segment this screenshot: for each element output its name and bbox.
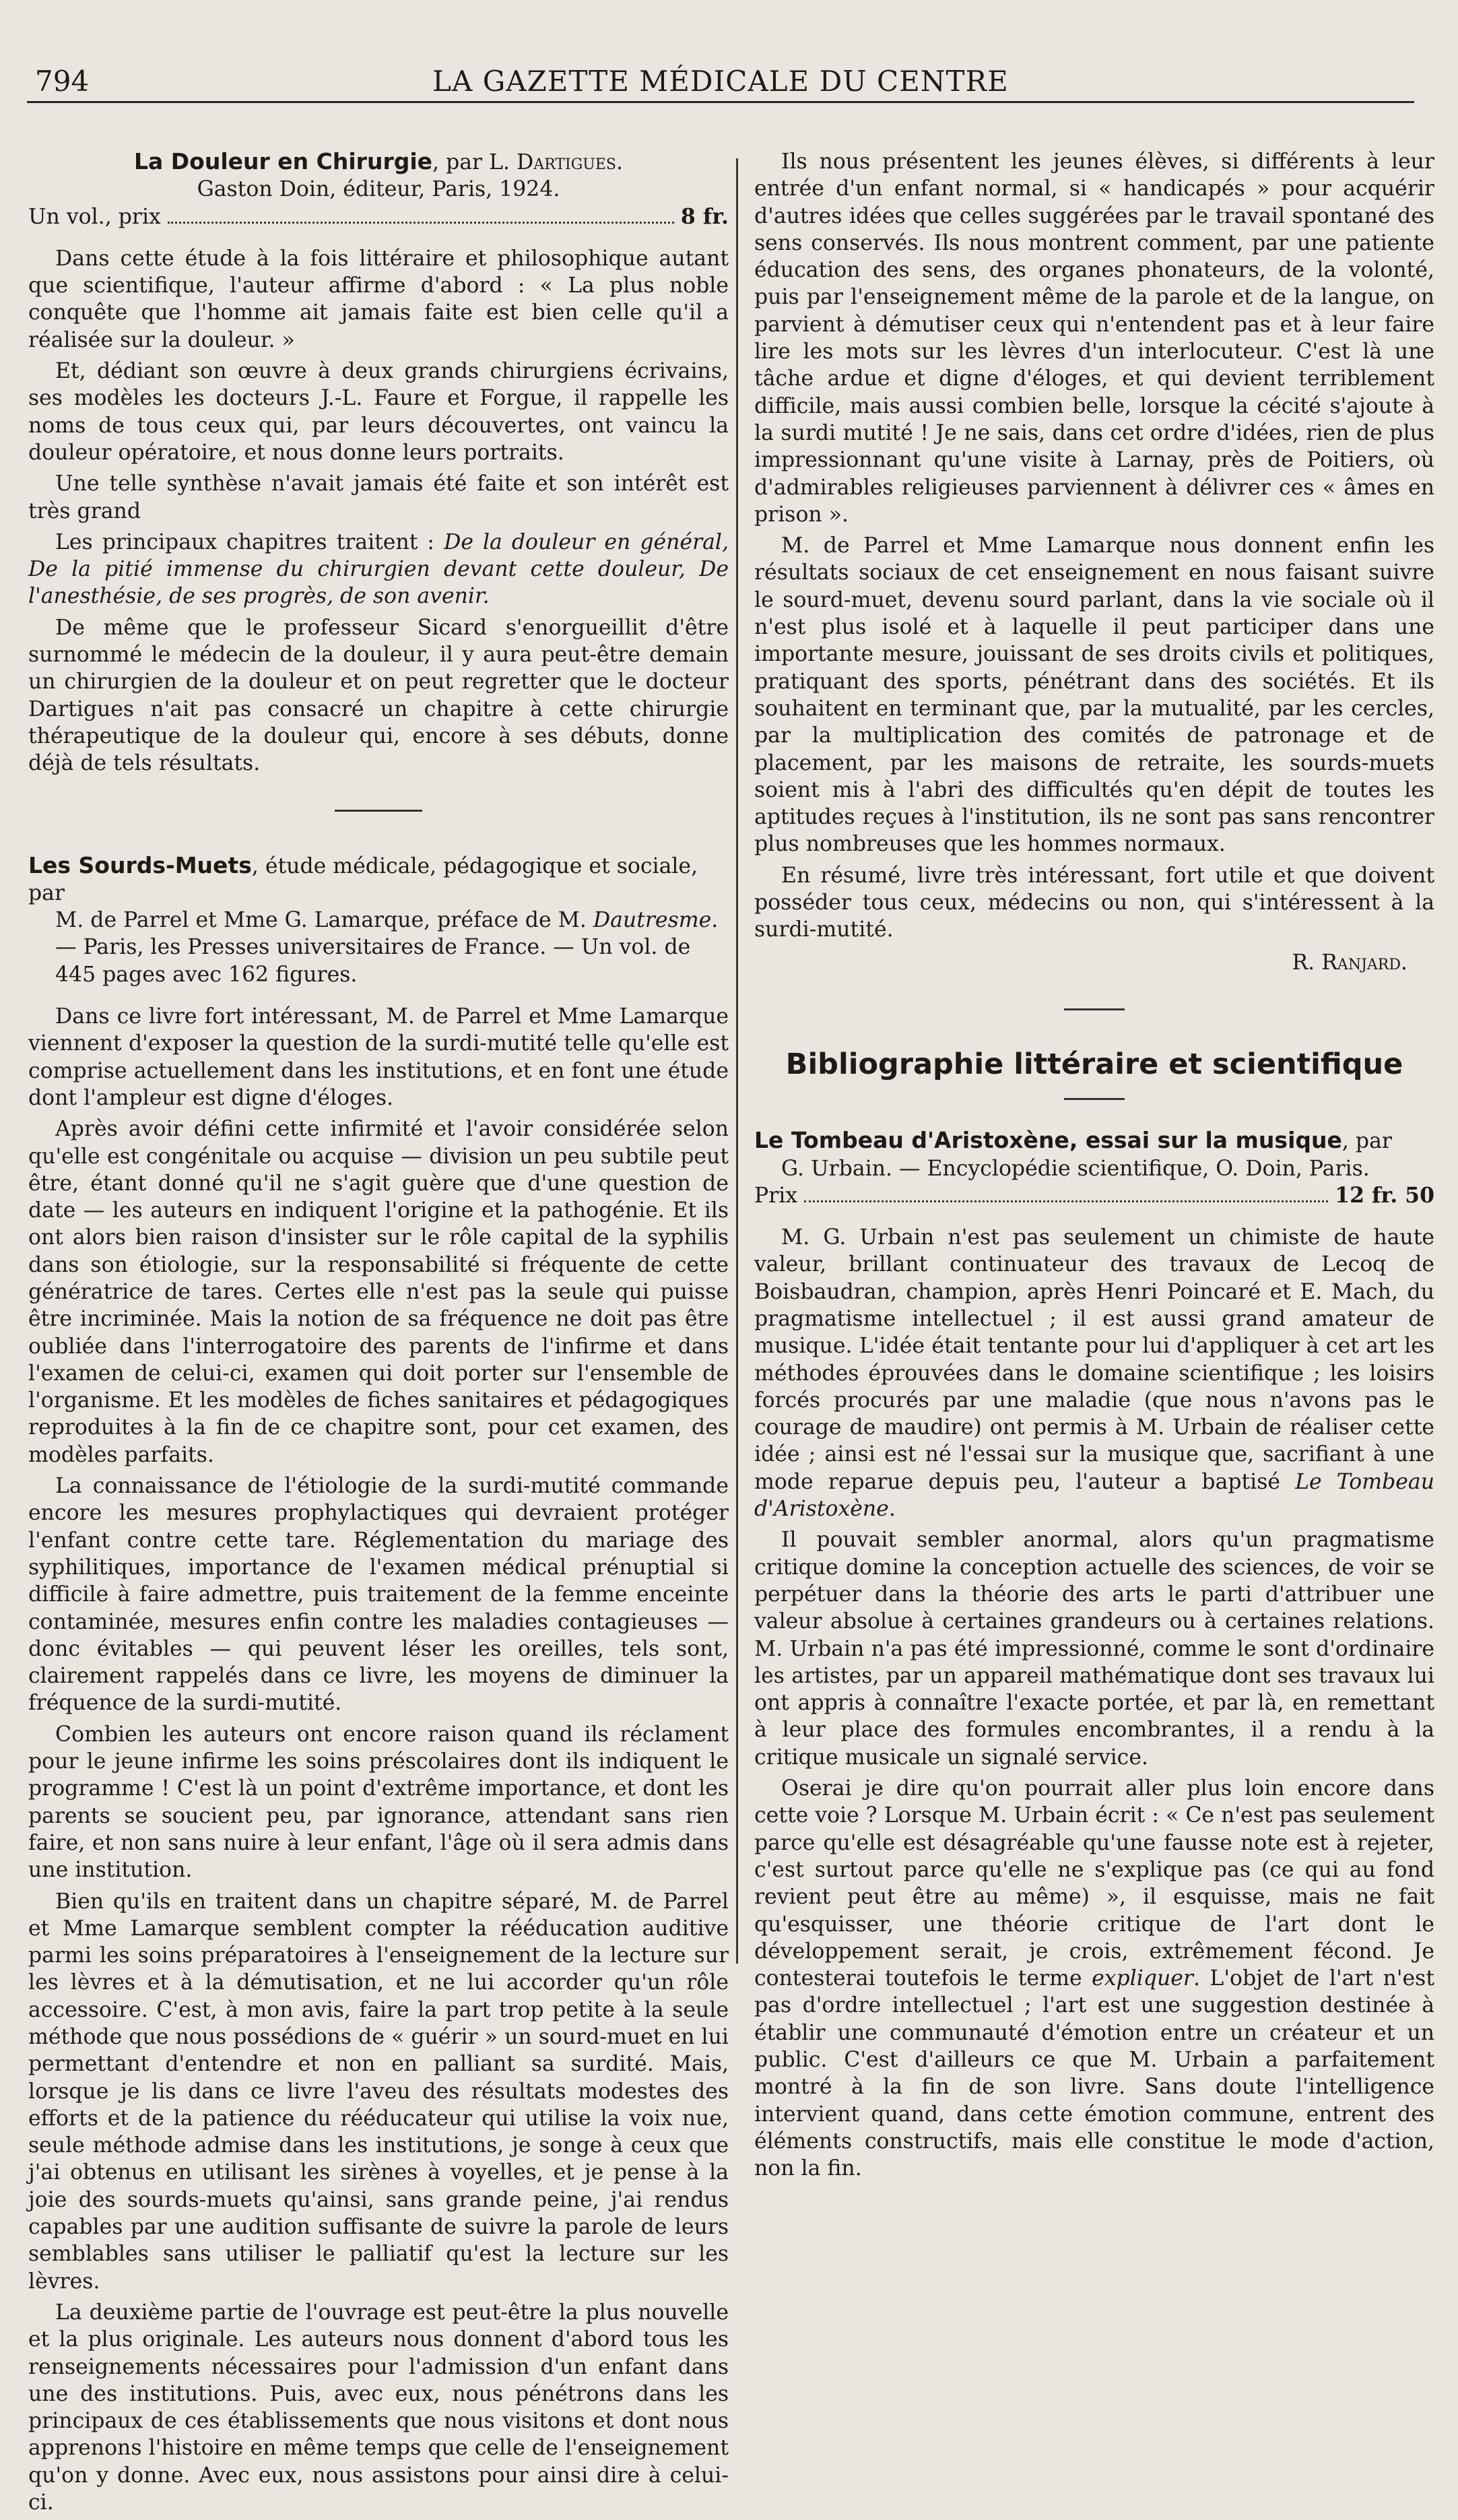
review-douleur-author: Dartigues (517, 150, 616, 174)
paragraph: La connaissance de l'étiologie de la surdi-mutité commande encore les mesures prophylactiques qui devraient protéger l'enfant contre cette tare. Réglementation du mariage des syphilitiques, importance de l'examen médical prénuptial si difficile à faire admettre, puis traitement de la femme enceinte contaminée, mesures enfin contre les maladies contagieuses — donc évitables — qui peuvent léser les oreilles, tels sont, clairement rappelés dans ce livre, les moyens de diminuer la fréquence de la surdi-mutité. (28, 1474, 729, 1716)
paragraph: La deuxième partie de l'ouvrage est peut-être la plus nouvelle et la plus originale. Les auteurs nous donnent d'abord tous les renseignements nécessaires pour l'admission d'un enfant dans une des institutions. Puis, avec eux, nous pénétrons dans les principaux de ces établissements que nous visitons et dont nous apprenons l'histoire en même temps que celle de l'enseignement qu'on y donne. Avec eux, nous assistons pour ainsi dire à celui-ci. (28, 2300, 729, 2515)
right-column (754, 148, 1434, 2186)
paragraph-chapters (28, 529, 729, 610)
column-divider (736, 158, 738, 1964)
paragraph: Dans ce livre fort intéressant, M. de Parrel et Mme Lamarque viennent d'exposer la question de la surdi-mutité telle qu'elle est comprise actuellement dans les institutions, et en font une étude dont l'ampleur est digne d'éloges. (28, 1004, 729, 1110)
biblio-item-header (754, 1127, 1434, 1209)
paragraph: Bien qu'ils en traitent dans un chapitre séparé, M. de Parrel et Mme Lamarque semblent compter la rééducation auditive parmi les soins préparatoires à l'enseignement de la lecture sur les lèvres et à la démutisation, et ne lui accorder qu'un rôle accessoire. C'est, à mon avis, faire la part trop petite à la seule méthode que nous possédions de « guérir » un sourd-muet en lui permettant d'entendre et non en palliant sa surdité. Mais, lorsque je lis dans ce livre l'aveu des résultats modestes des efforts et de la patience du rééducateur qui utilise la voix nue, seule méthode admise dans les institutions, je songe à ceux que j'ai obtenus en utilisant les sirènes à voyelles, et je pense à la joie des sourds-muets qu'ainsi, sans grande peine, j'ai rendus capables par une audition suffisante de suivre la parole de leurs semblables sans utiliser le palliatif qu'est la lecture sur les lèvres. (28, 1889, 729, 2294)
text-run: . L'objet de l'art n'est pas d'ordre intellectuel ; l'art est une suggestion destinée à établir une communauté d'émotion entre un créateur et un public. C'est d'ailleurs ce que M. Urbain a parfaitement montré à la fin de son livre. Sans doute l'intelligence intervient quand, dans cette émotion commune, entrent des éléments constructifs, mais elle constitue le mode d'action, non la fin. (754, 1966, 1434, 2181)
price-label: Prix (754, 1183, 798, 1208)
text-run: . (888, 1497, 896, 1522)
review-signature: R. Ranjard. (1292, 950, 1407, 975)
text-run: Oserai je dire qu'on pourrait aller plus loin encore dans cette voie ? Lorsque M. Urbain écrit : « Ce n'est pas seulement parce qu'elle est désagréable qu'une fausse note est à rejeter, c'est surtout parce qu'elle ne s'explique pas (ce qui au fond revient peut être au même) », il esquisse, mais ne fait qu'esquisser, une théorie critique de l'art dont le développement serait, je crois, extrêmement fécond. Je contesterai toutefois le terme (754, 1776, 1434, 1991)
authors-line: M. de Parrel et Mme G. Lamarque, préface de M. (55, 908, 593, 933)
review-douleur-author-suffix: . (616, 150, 623, 174)
paragraph: En résumé, livre très intéressant, fort utile et que doivent posséder tous ceux, médecins ou non, qui s'intéressent à la surdi-mutité. (754, 863, 1434, 942)
chapters-intro: Les principaux chapitres traitent : (55, 529, 444, 554)
paragraph: Combien les auteurs ont encore raison quand ils réclament pour le jeune infirme les soins préscolaires dont ils indiquent le programme ! C'est là un point d'extrême importance, et dont les parents se soucient peu, par ignorance, attendant sans rien faire, et non sans nuire à leur enfant, l'âge où il sera admis dans une institution. (28, 1722, 729, 1883)
emphasized-term: expliquer (1092, 1966, 1193, 1991)
biblio-item-title: Le Tombeau d'Aristoxène, essai sur la musique (754, 1127, 1342, 1154)
review-douleur-price-line (28, 203, 729, 230)
review-sourds-subtitle: , étude médicale, pédagogique et sociale, par (28, 853, 698, 905)
paragraph: Il pouvait sembler anormal, alors qu'un pragmatisme critique domine la conception actuelle des sciences, de voir se perpétuer dans la théorie des arts le parti d'attribuer une valeur absolue à certaines grandeurs ou à certaines relations. M. Urbain n'a pas été impressionné, comme le sont d'ordinaire les artistes, par un appareil mathématique dont ses travaux lui ont appris à connaître l'exacte portée, et par là, en remettant à leur place des formules encombrantes, il a rendu à la critique musicale un signalé service. (754, 1528, 1434, 1770)
review-sourds-title-line (28, 852, 729, 907)
section-separator (335, 810, 422, 812)
dot-leader (804, 1200, 1328, 1202)
page-header (27, 65, 1414, 112)
review-douleur-by: , par L. (432, 150, 517, 174)
review-douleur-title-line (28, 148, 729, 176)
review-sourds-authors (28, 907, 729, 988)
review-sourds-title: Les Sourds-Muets (28, 851, 252, 878)
chapters-list: De la douleur en général, De la pitié immense du chirurgien devant cette douleur, De l'anesthésie, de ses progrès, de son avenir. (28, 529, 729, 609)
review-douleur-publisher: Gaston Doin, éditeur, Paris, 1924. (197, 177, 560, 202)
running-title: LA GAZETTE MÉDICALE DU CENTRE (432, 65, 1009, 98)
biblio-item-author: G. Urbain. — Encyclopédie scientifique, O. Doin, Paris. (781, 1156, 1370, 1181)
review-douleur-header (28, 148, 729, 230)
section-separator (1064, 1098, 1125, 1100)
review-sourds-header (28, 852, 729, 988)
paragraph: Ils nous présentent les jeunes élèves, si différents à leur entrée d'un enfant normal, si « handicapés » pour acquérir d'autres idées que celles suggérées par le travail spontané des sens conservés. Ils nous montrent comment, par une patiente éducation des sens, des organes phonateurs, de la volonté, puis par l'enseignement même de la parole et de la langue, on parvient à démutiser ceux qui n'entendent pas et à leur faire lire les mots sur les lèvres d'un interlocuteur. C'est là une tâche ardue et digne d'éloges, et qui devient terriblement difficile, mais aussi combien belle, lorsque la cécité s'ajoute à la surdi mutité ! Je ne sais, dans cet ordre d'idées, rien de plus impressionnant qu'une visite à Larnay, près de Poitiers, où d'admirables religieuses parviennent à délivrer ces « âmes en prison ». (754, 150, 1434, 527)
paragraph: Dans cette étude à la fois littéraire et philosophique autant que scientifique, l'auteur affirme d'abord : « La plus noble conquête que l'homme ait jamais faite est bien celle qu'il a réalisée sur la douleur. » (28, 246, 729, 352)
review-douleur-title: La Douleur en Chirurgie (134, 148, 433, 174)
page-number: 794 (35, 65, 90, 98)
paragraph: De même que le professeur Sicard s'enorgueillit d'être surnommé le médecin de la douleur, il y aura peut-être demain un chirurgien de la douleur et on peut regretter que le docteur Dartigues n'ait pas consacré un chapitre à cette chirurgie thérapeutique de la douleur qui, encore à ses débuts, donne déjà de tels résultats. (28, 615, 729, 776)
preface-author: Dautresme (593, 908, 712, 933)
price-value: 12 fr. 50 (1335, 1182, 1434, 1208)
paragraph: Après avoir défini cette infirmité et l'avoir considérée selon qu'elle est congénitale ou acquise — division un peu subtile peut être, étant donné qu'il ne s'agit guère que d'une question de date — les auteurs en indiquent l'origine et la pathogénie. Et ils ont alors bien raison d'insister sur le rôle capital de la syphilis dans son étiologie, sur la responsabilité si fréquente de cette génératrice de tares. Certes elle n'est pas la seule qui puisse être incriminée. Mais la notion de sa fréquence ne doit pas être oubliée dans l'interrogatoire des parents de l'infirme et dans l'examen de celui-ci, examen qui doit porter sur l'ensemble de l'organisme. Et les modèles de fiches sanitaires et pédagogiques reproduites à la fin de ce chapitre sont, pour cet examen, des modèles parfaits. (28, 1117, 729, 1467)
bibliography-heading: Bibliographie littéraire et scientifique (785, 1047, 1403, 1081)
price-value: 8 fr. (680, 203, 729, 229)
paragraph (754, 1224, 1434, 1522)
left-column (28, 148, 729, 2520)
paragraph: M. de Parrel et Mme Lamarque nous donnent enfin les résultats sociaux de cet enseignement en nous faisant suivre le sourd-muet, devenu sourd parlant, dans la vie sociale où il n'est plus isolé et à laquelle il peut participer dans une importante mesure, jouissant de ses droits civils et politiques, pratiquant des sports, pénétrant dans des sociétés. Et ils souhaitent en terminant que, par la mutualité, par les cercles, par la multiplication des comités de patronage et de placement, par les maisons de retraite, les sourds-muets soient mis à l'abri des difficultés qu'en dépit de toutes les aptitudes reçues à l'institution, ils ne sont pas sans rencontrer plus nombreuses que les hommes normaux. (754, 534, 1434, 857)
text-run: M. G. Urbain n'est pas seulement un chimiste de haute valeur, brillant continuateur des travaux de Lecoq de Boisbaudran, champion, après Henri Poincaré et E. Mach, du pragmatisme intellectuel ; il est aussi grand amateur de musique. L'idée était tentante pour lui d'appliquer à cet art les méthodes éprouvées dans le domaine scientifique ; les loisirs forcés procurés par une maladie (que nous n'avons pas le courage de maudire) ont permis à M. Urbain de réaliser cette idée ; ainsi est né l'essai sur la musique que, sacrifiant à une mode reparue depuis peu, l'auteur a baptisé (754, 1225, 1434, 1494)
biblio-item-by: , par (1341, 1129, 1392, 1154)
publisher-tail: . — Paris, les Presses universitaires de France. — Un vol. de 445 pages avec 162 figures. (55, 908, 719, 987)
book-title: Le Tombeau d'Aristoxène (754, 1469, 1434, 1522)
paragraph (754, 1775, 1434, 2182)
biblio-item-title-line (754, 1127, 1434, 1155)
section-separator (1064, 1008, 1125, 1010)
dot-leader (168, 222, 674, 224)
biblio-item-price-line (754, 1182, 1434, 1209)
paragraph: Une telle synthèse n'avait jamais été faite et son intérêt est très grand (28, 472, 729, 523)
header-rule (27, 101, 1414, 103)
paragraph: Et, dédiant son œuvre à deux grands chirurgiens écrivains, ses modèles les docteurs J.-L. Faure et Forgue, il rappelle les noms de tous ceux qui, par leurs découvertes, ont vaincu la douleur opératoire, et nous donne leurs portraits. (28, 359, 729, 465)
price-label: Un vol., prix (28, 204, 161, 229)
